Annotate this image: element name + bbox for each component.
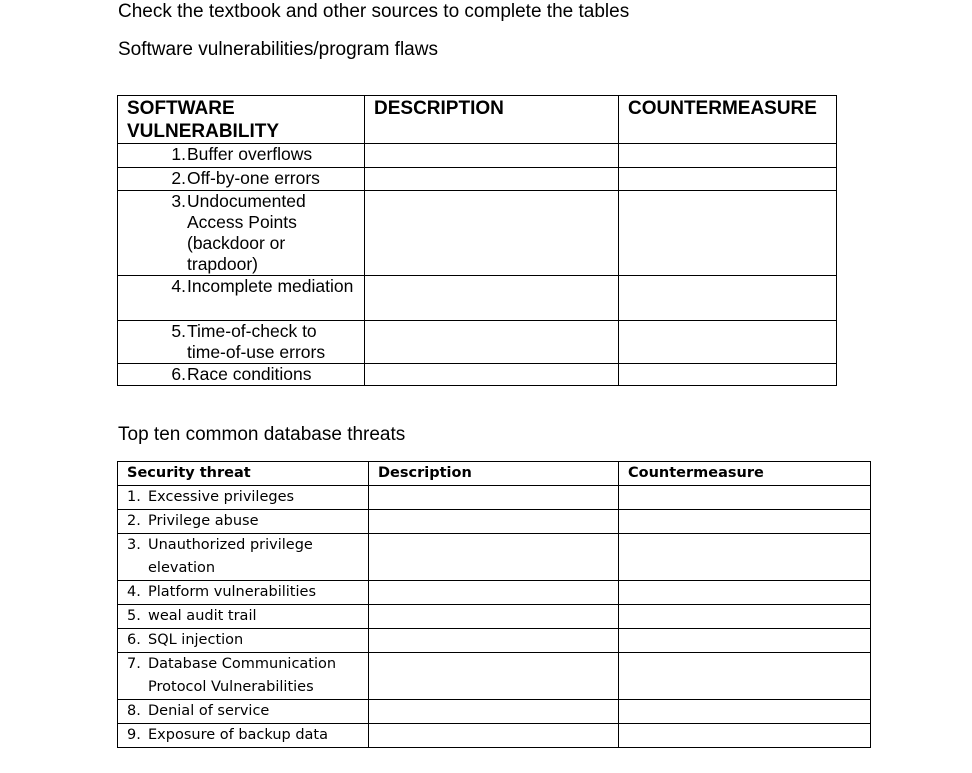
- row-number: 6.: [171, 364, 186, 384]
- table-row: [118, 629, 871, 653]
- description-cell[interactable]: [369, 486, 619, 510]
- table-row: [118, 653, 871, 700]
- threat-name: Database Communication Protocol Vulnerabilities: [148, 656, 337, 695]
- table-row: [118, 486, 871, 510]
- table-row: [118, 581, 871, 605]
- row-number: 7.: [127, 656, 141, 672]
- description-cell[interactable]: [369, 510, 619, 534]
- section-title-software-vulnerabilities: Software vulnerabilities/program flaws: [118, 39, 438, 60]
- threat-name: weal audit trail: [148, 608, 257, 624]
- description-cell[interactable]: [369, 534, 619, 581]
- description-cell[interactable]: [365, 321, 619, 364]
- threat-cell: [118, 534, 369, 581]
- table-row: [118, 724, 871, 748]
- countermeasure-cell[interactable]: [619, 510, 871, 534]
- row-number: 2.: [127, 513, 141, 529]
- countermeasure-cell[interactable]: [619, 724, 871, 748]
- header-software-vulnerability: SOFTWARE VULNERABILITY: [118, 96, 365, 144]
- table-row: [118, 276, 837, 321]
- vulnerability-cell: [118, 321, 365, 364]
- threat-cell: [118, 510, 369, 534]
- description-cell[interactable]: [369, 581, 619, 605]
- threat-name: Platform vulnerabilities: [148, 584, 316, 600]
- countermeasure-cell[interactable]: [619, 321, 837, 364]
- table-row: [118, 191, 837, 276]
- threat-cell: [118, 605, 369, 629]
- row-number: 5.: [127, 608, 141, 624]
- table-row: [118, 168, 837, 191]
- threat-name: Denial of service: [148, 703, 270, 719]
- database-threats-table: [117, 461, 871, 748]
- description-cell[interactable]: [369, 700, 619, 724]
- header-countermeasure: Countermeasure: [619, 462, 871, 486]
- instructions-text: Check the textbook and other sources to complete the tables: [118, 1, 630, 22]
- threat-cell: [118, 629, 369, 653]
- vulnerability-name: Race conditions: [187, 364, 312, 384]
- description-cell[interactable]: [365, 144, 619, 168]
- row-number: 6.: [127, 632, 141, 648]
- description-cell[interactable]: [369, 724, 619, 748]
- row-number: 3.: [171, 191, 186, 211]
- countermeasure-cell[interactable]: [619, 581, 871, 605]
- row-number: 8.: [127, 703, 141, 719]
- threat-cell: [118, 581, 369, 605]
- vulnerability-cell: [118, 168, 365, 191]
- description-cell[interactable]: [365, 191, 619, 276]
- countermeasure-cell[interactable]: [619, 534, 871, 581]
- countermeasure-cell[interactable]: [619, 168, 837, 191]
- row-number: 1.: [127, 489, 141, 505]
- header-countermeasure: COUNTERMEASURE: [619, 96, 837, 144]
- vulnerability-cell: [118, 191, 365, 276]
- vulnerability-name: Off-by-one errors: [187, 168, 320, 188]
- threat-name: SQL injection: [148, 632, 244, 648]
- threat-name: Unauthorized privilege elevation: [148, 537, 313, 576]
- description-cell[interactable]: [365, 168, 619, 191]
- countermeasure-cell[interactable]: [619, 364, 837, 386]
- table-row: [118, 144, 837, 168]
- header-description: DESCRIPTION: [365, 96, 619, 144]
- countermeasure-cell[interactable]: [619, 486, 871, 510]
- countermeasure-cell[interactable]: [619, 276, 837, 321]
- table-row: [118, 510, 871, 534]
- table-row: [118, 321, 837, 364]
- table-row: [118, 605, 871, 629]
- table-row: [118, 364, 837, 386]
- row-number: 2.: [171, 168, 186, 188]
- vulnerability-name: Incomplete mediation: [187, 276, 354, 296]
- vulnerability-name: Buffer overflows: [187, 144, 313, 164]
- table-row: [118, 700, 871, 724]
- countermeasure-cell[interactable]: [619, 605, 871, 629]
- threat-cell: [118, 653, 369, 700]
- description-cell[interactable]: [365, 364, 619, 386]
- table-header-row: [118, 96, 837, 144]
- vulnerability-cell: [118, 276, 365, 321]
- countermeasure-cell[interactable]: [619, 144, 837, 168]
- row-number: 5.: [171, 321, 186, 341]
- software-vulnerabilities-table: [117, 95, 837, 386]
- threat-cell: [118, 700, 369, 724]
- table-row: [118, 534, 871, 581]
- row-number: 1.: [171, 144, 186, 164]
- vulnerability-cell: [118, 144, 365, 168]
- section-title-database-threats: Top ten common database threats: [118, 424, 406, 445]
- description-cell[interactable]: [365, 276, 619, 321]
- countermeasure-cell[interactable]: [619, 700, 871, 724]
- vulnerability-name: Time-of-check to time-of-use errors: [187, 321, 326, 362]
- vulnerability-cell: [118, 364, 365, 386]
- threat-name: Privilege abuse: [148, 513, 259, 529]
- threat-name: Excessive privileges: [148, 489, 295, 505]
- header-description: Description: [369, 462, 619, 486]
- countermeasure-cell[interactable]: [619, 653, 871, 700]
- header-security-threat: Security threat: [118, 462, 369, 486]
- description-cell[interactable]: [369, 653, 619, 700]
- description-cell[interactable]: [369, 629, 619, 653]
- description-cell[interactable]: [369, 605, 619, 629]
- vulnerability-name: Undocumented Access Points (backdoor or trapdoor): [187, 191, 306, 274]
- row-number: 4.: [171, 276, 186, 296]
- countermeasure-cell[interactable]: [619, 629, 871, 653]
- threat-name: Exposure of backup data: [148, 727, 328, 743]
- threat-cell: [118, 486, 369, 510]
- countermeasure-cell[interactable]: [619, 191, 837, 276]
- row-number: 3.: [127, 537, 141, 553]
- row-number: 4.: [127, 584, 141, 600]
- table-header-row: [118, 462, 871, 486]
- row-number: 9.: [127, 727, 141, 743]
- threat-cell: [118, 724, 369, 748]
